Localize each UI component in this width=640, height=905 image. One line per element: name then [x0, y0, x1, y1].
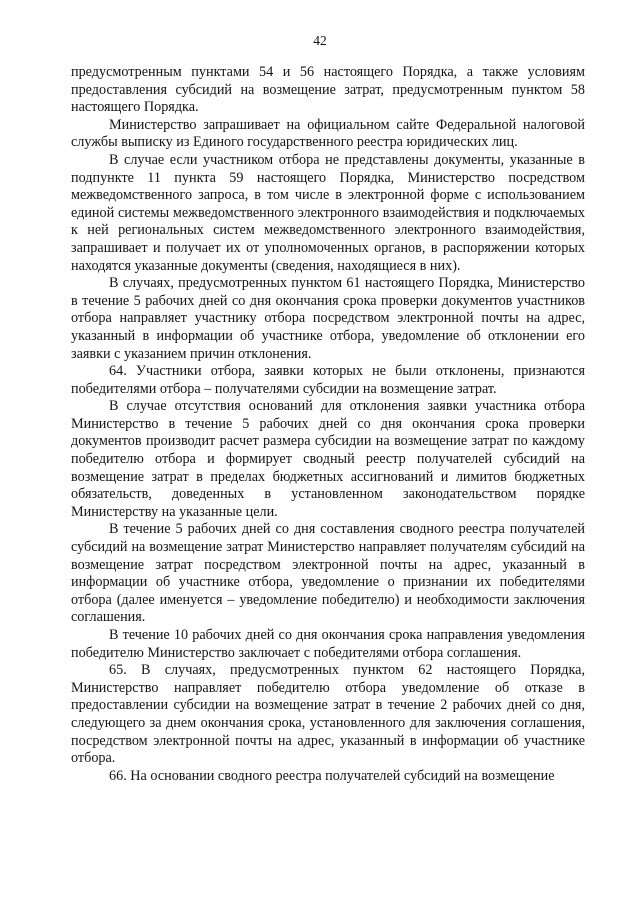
page-number: 42 [313, 33, 327, 48]
paragraph-agreement-conclusion: В течение 10 рабочих дней со дня окончания срока направления уведомления победителю Министерство заключает с победителями отбора соглашения. [71, 627, 585, 661]
document-body [71, 64, 585, 785]
paragraph-continuation: предусмотренным пунктами 54 и 56 настоящего Порядка, а также условиям предоставления субсидий на возмещение затрат, предусмотренным пунктом 58 настоящего Порядка. [71, 64, 585, 116]
paragraph-egrul-request: Министерство запрашивает на официальном сайте Федеральной налоговой службы выписку из Единого государственного реестра юридических лиц. [71, 116, 585, 151]
paragraph-rejection-notice: В случаях, предусмотренных пунктом 61 настоящего Порядка, Министерство в течение 5 рабочих дней со дня окончания срока проверки документов участников отбора направляет участнику отбора посредством электронной почты на адрес, указанный в информации об участнике отбора, уведомление об отклонении его заявки с указанием причин отклонения. [71, 275, 585, 362]
paragraph-66-register: 66. На основании сводного реестра получателей субсидий на возмещение [109, 767, 555, 784]
paragraph-interagency-request: В случае если участником отбора не представлены документы, указанные в подпункте 11 пункта 59 настоящего Порядка, Министерство посредством межведомственного запроса, в том числе в электронной форме с использованием единой системы межведомственного электронного взаимодействия и подключаемых к ней региональных систем межведомственного электронного взаимодействия, запрашивает и получает их от уполномоченных органов, в распоряжении которых находятся указанные документы (сведения, находящиеся в них). [71, 151, 585, 274]
paragraph-64-winners: 64. Участники отбора, заявки которых не были отклонены, признаются победителями отбора – получателями субсидии на возмещение затрат. [71, 363, 585, 397]
paragraph-65-refusal: 65. В случаях, предусмотренных пунктом 62 настоящего Порядка, Министерство направляет победителю отбора уведомление об отказе в предоставлении субсидии на возмещение затрат в течение 2 рабочих дней со дня, следующего за днем окончания срока, установленного для заключения соглашения, посредством электронной почты на адрес, указанный в информации об участнике отбора. [71, 662, 585, 767]
paragraph-winner-notification: В течение 5 рабочих дней со дня составления сводного реестра получателей субсидий на возмещение затрат Министерство направляет получателям субсидий на возмещение затрат посредством электронной почты на адрес, указанный в информации об участнике отбора, уведомление о признании их победителями отбора (далее именуется – уведомление победителю) и необходимости заключения соглашения. [71, 521, 585, 626]
paragraph-subsidy-calculation: В случае отсутствия оснований для отклонения заявки участника отбора Министерство в течение 5 рабочих дней со дня окончания срока проверки документов производит расчет размера субсидии на возмещение затрат по каждому победителю отбора и формирует сводный реестр получателей субсидий на возмещение затрат в пределах бюджетных ассигнований и лимитов бюджетных обязательств, доведенных в установленном законодательством порядке Министерству на указанные цели. [71, 398, 585, 520]
